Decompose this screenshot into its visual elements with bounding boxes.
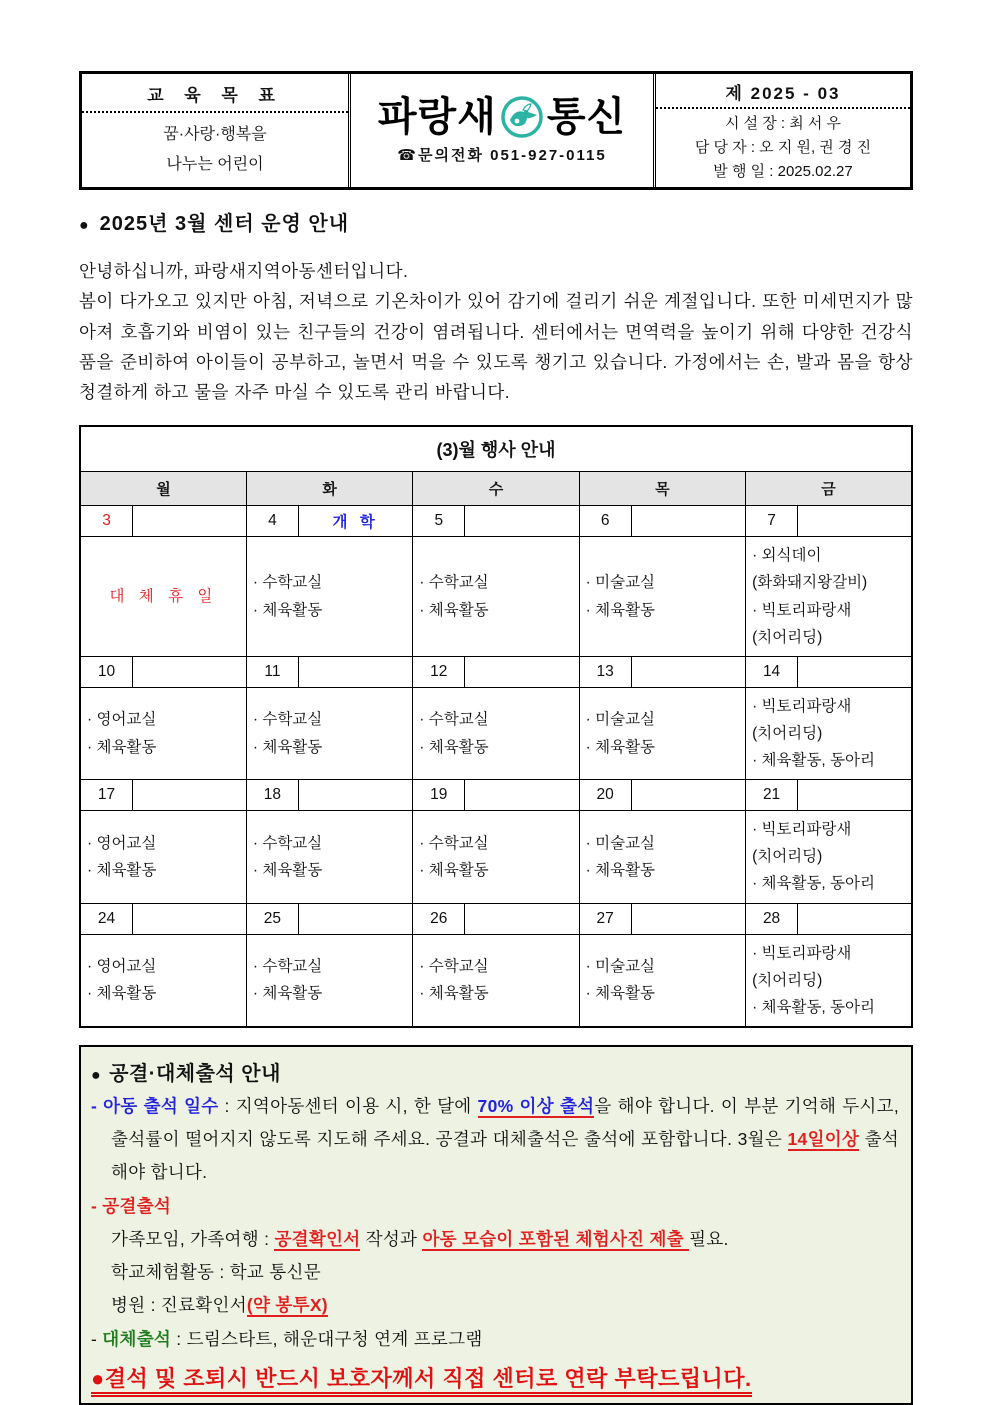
- date-label: [798, 904, 911, 934]
- event-line: · 체육활동: [419, 601, 489, 619]
- date-number: 7: [746, 506, 798, 536]
- date-number: 12: [413, 657, 465, 687]
- event-line: · 빅토리파랑새: [752, 697, 852, 715]
- text-segment: 필요.: [689, 1228, 729, 1249]
- newsletter-logo: [378, 94, 626, 140]
- event-line: · 체육활동: [87, 738, 157, 756]
- education-goal-text: [82, 113, 348, 187]
- date-label: [798, 657, 911, 687]
- calendar-date-row: [80, 506, 912, 537]
- event-line: · 미술교실: [585, 958, 656, 976]
- calendar-date-cell: [413, 656, 579, 687]
- event-cell: [413, 687, 579, 779]
- date-number: 13: [580, 657, 632, 687]
- notice-line: [91, 1323, 899, 1356]
- date-number: 14: [746, 657, 798, 687]
- event-line: · 빅토리파랑새: [752, 601, 852, 619]
- event-line: · 영어교실: [87, 711, 157, 729]
- calendar-event-row: [80, 934, 912, 1027]
- calendar-date-cell: [80, 903, 246, 934]
- event-line: · 체육활동: [419, 738, 489, 756]
- date-label: [133, 780, 246, 810]
- calendar-date-cell: [246, 903, 412, 934]
- date-number: 4: [247, 506, 299, 536]
- march-event-calendar: [79, 425, 913, 1028]
- date-number: 26: [413, 904, 465, 934]
- event-cell: [579, 537, 745, 657]
- calendar-date-cell: [579, 656, 745, 687]
- event-cell: [746, 811, 912, 903]
- event-cell: [579, 811, 745, 903]
- text-segment: 아동 출석 일수: [103, 1095, 219, 1116]
- date-label: [632, 506, 745, 536]
- notice-line: [91, 1256, 899, 1289]
- logo-text-right: 통신: [546, 95, 627, 139]
- calendar-date-row: [80, 903, 912, 934]
- manager-line: 담 당 자 : 오 지 원, 권 경 진: [694, 139, 872, 156]
- calendar-date-cell: [80, 506, 246, 537]
- date-label: [299, 904, 412, 934]
- event-line: · 수학교실: [252, 834, 323, 852]
- date-label: [133, 506, 246, 536]
- date-label: [299, 657, 412, 687]
- date-label: [465, 780, 578, 810]
- calendar-date-cell: [746, 656, 912, 687]
- event-line: · 수학교실: [419, 834, 489, 852]
- event-cell: [746, 687, 912, 779]
- date-number: 21: [746, 780, 798, 810]
- education-goal-title: 교 육 목 표: [82, 74, 348, 113]
- event-line: · 수학교실: [252, 711, 323, 729]
- calendar-date-cell: [579, 780, 745, 811]
- date-number: 18: [247, 780, 299, 810]
- text-segment: -: [91, 1195, 103, 1216]
- date-label: [632, 780, 745, 810]
- calendar-event-row: [80, 537, 912, 657]
- event-line: · 빅토리파랑새: [752, 821, 852, 839]
- date-label: 개 학: [332, 514, 379, 532]
- attendance-notice-box: [79, 1045, 913, 1405]
- notice-heading-text: 공결·대체출석 안내: [109, 1062, 281, 1085]
- date-number: 5: [413, 506, 465, 536]
- greeting-paragraph: [79, 256, 913, 407]
- date-number: 10: [81, 657, 133, 687]
- date-number: 11: [247, 657, 299, 687]
- date-number: 19: [413, 780, 465, 810]
- absence-contact-warning: [91, 1362, 899, 1393]
- event-line: · 수학교실: [419, 574, 489, 592]
- director-line: 시 설 장 : 최 서 우: [724, 115, 842, 132]
- masthead: [79, 71, 913, 190]
- event-line: · 영어교실: [87, 958, 157, 976]
- event-line: · 체육활동: [585, 861, 656, 879]
- text-segment: (약 봉투X): [246, 1295, 328, 1316]
- text-segment: 70% 이상 출석: [477, 1095, 595, 1116]
- event-line: · 체육활동: [585, 985, 656, 1003]
- calendar-date-cell: [746, 780, 912, 811]
- event-line: · 수학교실: [419, 711, 489, 729]
- goal-line-2: 나누는 어린이: [166, 156, 264, 173]
- event-line: · 수학교실: [252, 958, 323, 976]
- event-cell: [413, 811, 579, 903]
- date-label: [465, 506, 578, 536]
- calendar-date-cell: [746, 506, 912, 537]
- event-cell: [246, 687, 412, 779]
- calendar-day-header: 수: [413, 472, 579, 506]
- event-line: · 수학교실: [252, 574, 323, 592]
- holiday-cell: [80, 537, 246, 657]
- notice-heading: [91, 1055, 899, 1090]
- text-segment: : 드림스타트, 해운대구청 연계 프로그램: [171, 1328, 483, 1349]
- date-number: 20: [580, 780, 632, 810]
- notice-lines: [91, 1090, 899, 1356]
- notice-line: [91, 1223, 899, 1256]
- event-line: · 체육활동: [252, 861, 323, 879]
- greeting-body-text: 봄이 다가오고 있지만 아침, 저녁으로 기온차이가 있어 감기에 걸리기 쉬운 계절입니다. 또한 미세먼지가 많아져 호흡기와 비염이 있는 친구들의 건강이 염려됩니다. 센터에서는 면역력을 높이기 위해 다양한 건강식품을 준비하여 아이들이 공부하고, 놀면서 먹을 수 있도록 챙기고 있습니다. 가정에서는 손, 발과 몸을 항상 청결하게 하고 물을 자주 마실 수 있도록 관리 바랍니다.: [79, 291, 913, 403]
- calendar-date-cell: [246, 780, 412, 811]
- calendar-date-cell: [413, 506, 579, 537]
- event-line: · 영어교실: [87, 834, 157, 852]
- section-bullet-icon: ●: [79, 217, 90, 234]
- calendar-date-cell: [246, 506, 412, 537]
- event-line: · 체육활동, 동아리: [752, 875, 875, 893]
- phone-contact: ☎문의전화 051-927-0115: [397, 147, 607, 164]
- event-line: (치어리딩): [752, 628, 823, 646]
- date-number: 6: [580, 506, 632, 536]
- event-line: (치어리딩): [752, 724, 823, 742]
- event-line: · 미술교실: [585, 574, 656, 592]
- event-line: · 체육활동: [585, 738, 656, 756]
- event-line: 대 체 휴 일: [109, 588, 218, 606]
- date-label: [133, 657, 246, 687]
- event-cell: [246, 811, 412, 903]
- calendar-date-cell: [80, 656, 246, 687]
- text-segment: -: [91, 1095, 104, 1116]
- logo-text-left: 파랑새: [377, 95, 497, 139]
- date-number: 27: [580, 904, 632, 934]
- event-cell: [80, 811, 246, 903]
- event-line: · 체육활동: [252, 985, 323, 1003]
- date-label: [465, 657, 578, 687]
- publish-date-line: 발 행 일 : 2025.02.27: [713, 163, 853, 180]
- date-label: [632, 904, 745, 934]
- calendar-date-cell: [413, 903, 579, 934]
- calendar-date-cell: [80, 780, 246, 811]
- newsletter-logo-block: [348, 74, 656, 187]
- text-segment: : 지역아동센터 이용 시, 한 달에: [218, 1095, 478, 1116]
- event-cell: [579, 687, 745, 779]
- event-line: · 체육활동: [585, 601, 656, 619]
- calendar-date-cell: [746, 903, 912, 934]
- date-number: 17: [81, 780, 133, 810]
- event-line: · 미술교실: [585, 711, 656, 729]
- event-cell: [746, 934, 912, 1027]
- event-line: (치어리딩): [752, 848, 823, 866]
- calendar-date-cell: [579, 903, 745, 934]
- education-goal-block: [82, 74, 348, 187]
- event-cell: [246, 537, 412, 657]
- event-cell: [413, 537, 579, 657]
- event-cell: [246, 934, 412, 1027]
- date-number: 25: [247, 904, 299, 934]
- event-line: (치어리딩): [752, 971, 823, 989]
- event-line: · 수학교실: [419, 958, 489, 976]
- event-line: · 체육활동: [87, 985, 157, 1003]
- text-segment: 아동 모습이 포함된 체험사진 제출: [422, 1228, 690, 1249]
- event-line: · 체육활동: [87, 861, 157, 879]
- calendar-day-header: 목: [579, 472, 745, 506]
- date-label: [798, 780, 911, 810]
- date-number: 3: [81, 506, 133, 536]
- event-line: · 체육활동, 동아리: [752, 752, 875, 770]
- text-segment: 학교체험활동 : 학교 통신문: [111, 1262, 321, 1283]
- event-line: (화화돼지왕갈비): [752, 574, 868, 592]
- date-number: 28: [746, 904, 798, 934]
- bluebird-logo-icon: [499, 94, 545, 140]
- text-segment: 출석해야 합니다.: [111, 1129, 899, 1183]
- calendar-day-header: 화: [246, 472, 412, 506]
- event-line: · 체육활동: [419, 985, 489, 1003]
- issue-details: [656, 109, 910, 187]
- date-label: [798, 506, 911, 536]
- text-segment: 병원 : 진료확인서: [111, 1295, 247, 1316]
- greeting-intro-line: 안녕하십니까, 파랑새지역아동센터입니다.: [79, 261, 409, 281]
- event-line: · 체육활동: [252, 738, 323, 756]
- date-label: [632, 657, 745, 687]
- absence-contact-warning-text: ●결석 및 조퇴시 반드시 보호자께서 직접 센터로 연락 부탁드립니다.: [91, 1366, 752, 1397]
- text-segment: -: [91, 1328, 103, 1349]
- section-title-march-operation: [79, 207, 913, 236]
- calendar-date-row: [80, 656, 912, 687]
- text-segment: 대체출석: [102, 1328, 172, 1349]
- issue-info-block: [656, 74, 910, 187]
- section-title-text: 2025년 3월 센터 운영 안내: [99, 213, 350, 235]
- text-segment: 가족모임, 가족여행 :: [111, 1228, 275, 1249]
- text-segment: 을 해야 합니다. 이 부분 기억해 두시고, 출석률이 떨어지지 않도록 지도해 주세요. 공결과 대체출석은 출석에 포함합니다. 3월은: [111, 1095, 900, 1150]
- calendar-event-row: [80, 811, 912, 903]
- text-segment: 공결확인서: [274, 1228, 361, 1249]
- event-cell: [579, 934, 745, 1027]
- calendar-event-row: [80, 687, 912, 779]
- date-number: 24: [81, 904, 133, 934]
- event-cell: [80, 687, 246, 779]
- event-cell: [80, 934, 246, 1027]
- event-cell: [746, 537, 912, 657]
- goal-line-1: 꿈·사랑·행복을: [163, 126, 267, 144]
- issue-number: 제 2025 - 03: [656, 74, 910, 109]
- date-label: [299, 780, 412, 810]
- event-cell: [413, 934, 579, 1027]
- event-line: · 체육활동: [419, 861, 489, 879]
- notice-bullet-icon: ●: [91, 1066, 102, 1084]
- notice-line: [91, 1190, 899, 1223]
- event-line: · 미술교실: [585, 834, 656, 852]
- event-line: · 체육활동: [252, 601, 323, 619]
- text-segment: 작성과: [360, 1228, 423, 1249]
- date-label: [133, 904, 246, 934]
- notice-line: [91, 1289, 899, 1322]
- calendar-title: (3)월 행사 안내: [80, 426, 912, 472]
- text-segment: 공결출석: [102, 1195, 172, 1216]
- event-line: · 외식데이: [752, 547, 822, 565]
- event-line: · 빅토리파랑새: [752, 944, 852, 962]
- calendar-date-row: [80, 780, 912, 811]
- date-label: [465, 904, 578, 934]
- calendar-date-cell: [579, 506, 745, 537]
- notice-line: [91, 1090, 899, 1190]
- event-line: · 체육활동, 동아리: [752, 998, 875, 1016]
- text-segment: 14일이상: [787, 1129, 860, 1150]
- calendar-day-header: 월: [80, 472, 246, 506]
- calendar-title-row: [80, 426, 912, 472]
- calendar-day-header-row: [80, 472, 912, 506]
- calendar-date-cell: [246, 656, 412, 687]
- calendar-date-cell: [413, 780, 579, 811]
- newsletter-page: [79, 0, 913, 1405]
- calendar-day-header: 금: [746, 472, 912, 506]
